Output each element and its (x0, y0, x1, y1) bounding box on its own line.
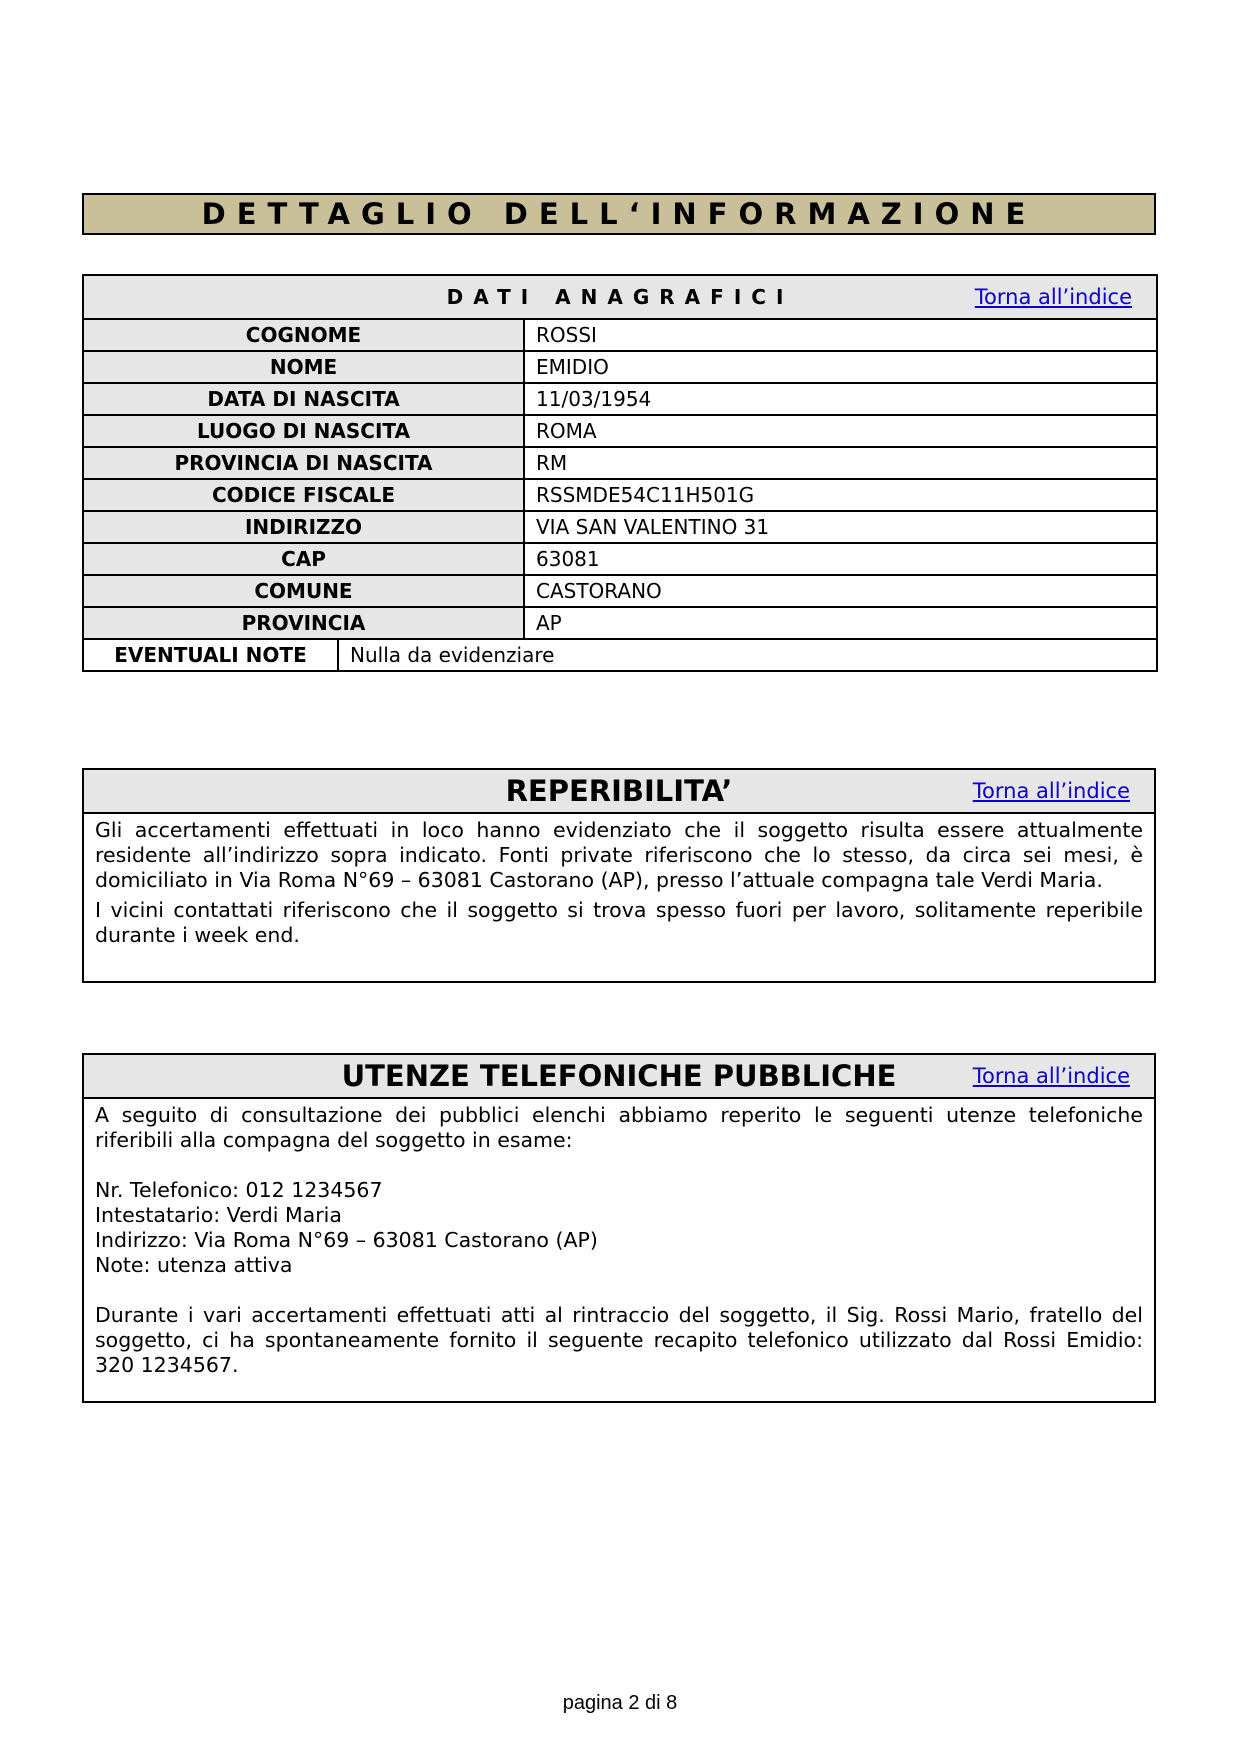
field-label: DATA DI NASCITA (83, 383, 524, 415)
utenze-note: Note: utenza attiva (95, 1253, 293, 1277)
field-value: RSSMDE54C11H501G (524, 479, 1157, 511)
field-value: VIA SAN VALENTINO 31 (524, 511, 1157, 543)
torna-indice-link[interactable]: Torna all’indice (972, 1064, 1130, 1088)
utenze-header (84, 1055, 1154, 1099)
utenze-telefono: Nr. Telefonico: 012 1234567 (95, 1178, 383, 1202)
utenze-indirizzo: Indirizzo: Via Roma N°69 – 63081 Castorano (AP) (95, 1228, 598, 1252)
field-value: CASTORANO (524, 575, 1157, 607)
field-value: 63081 (524, 543, 1157, 575)
main-title: DETTAGLIO DELL‘INFORMAZIONE (82, 193, 1156, 235)
utenze-body (84, 1099, 1154, 1388)
table-row (83, 479, 1157, 511)
anagrafica-title: DATI ANAGRAFICI (446, 285, 794, 309)
reperibilita-header (84, 770, 1154, 814)
utenze-closing: Durante i vari accertamenti effettuati atti al rintraccio del soggetto, il Sig. Rossi Mario, fratello del soggetto, ci ha spontaneamente fornito il seguente recapito telefonico utilizzato dal Rossi Emidio: 320 1234567. (95, 1303, 1143, 1377)
reperibilita-section (82, 768, 1156, 983)
field-label: CODICE FISCALE (83, 479, 524, 511)
reperibilita-title: REPERIBILITA’ (505, 774, 733, 808)
table-row-note (83, 639, 1157, 671)
table-row (83, 319, 1157, 351)
reperibilita-paragraph: I vicini contattati riferiscono che il soggetto si trova spesso fuori per lavoro, solitamente reperibile durante i week end. (95, 898, 1143, 947)
field-value: ROSSI (524, 319, 1157, 351)
reperibilita-paragraph: Gli accertamenti effettuati in loco hanno evidenziato che il soggetto risulta essere attualmente residente all’indirizzo sopra indicato. Fonti private riferiscono che lo stesso, da circa sei mesi, è domiciliato in Via Roma N°69 – 63081 Castorano (AP), presso l’attuale compagna tale Verdi Maria. (95, 818, 1143, 892)
torna-indice-link[interactable]: Torna all’indice (974, 285, 1132, 309)
page-number: pagina 2 di 8 (562, 1692, 678, 1714)
field-value: ROMA (524, 415, 1157, 447)
table-row (83, 511, 1157, 543)
field-value: RM (524, 447, 1157, 479)
anagrafica-table (82, 274, 1158, 672)
table-row (83, 607, 1157, 639)
field-label: CAP (83, 543, 524, 575)
field-label: COMUNE (83, 575, 524, 607)
reperibilita-body (84, 814, 1154, 958)
table-row (83, 415, 1157, 447)
table-row (83, 575, 1157, 607)
field-label: PROVINCIA DI NASCITA (83, 447, 524, 479)
table-row (83, 447, 1157, 479)
note-value: Nulla da evidenziare (338, 639, 1157, 671)
field-value: AP (524, 607, 1157, 639)
field-label: COGNOME (83, 319, 524, 351)
utenze-intro: A seguito di consultazione dei pubblici elenchi abbiamo reperito le seguenti utenze telefoniche riferibili alla compagna del soggetto in esame: (95, 1103, 1143, 1152)
field-value: EMIDIO (524, 351, 1157, 383)
field-label: INDIRIZZO (83, 511, 524, 543)
table-row (83, 383, 1157, 415)
utenze-section (82, 1053, 1156, 1403)
field-label: NOME (83, 351, 524, 383)
field-label: PROVINCIA (83, 607, 524, 639)
torna-indice-link[interactable]: Torna all’indice (972, 779, 1130, 803)
table-row (83, 543, 1157, 575)
note-label: EVENTUALI NOTE (83, 639, 338, 671)
utenze-intestatario: Intestatario: Verdi Maria (95, 1203, 342, 1227)
field-value: 11/03/1954 (524, 383, 1157, 415)
table-row (83, 351, 1157, 383)
anagrafica-header (83, 275, 1157, 319)
utenze-title: UTENZE TELEFONICHE PUBBLICHE (341, 1059, 897, 1093)
field-label: LUOGO DI NASCITA (83, 415, 524, 447)
